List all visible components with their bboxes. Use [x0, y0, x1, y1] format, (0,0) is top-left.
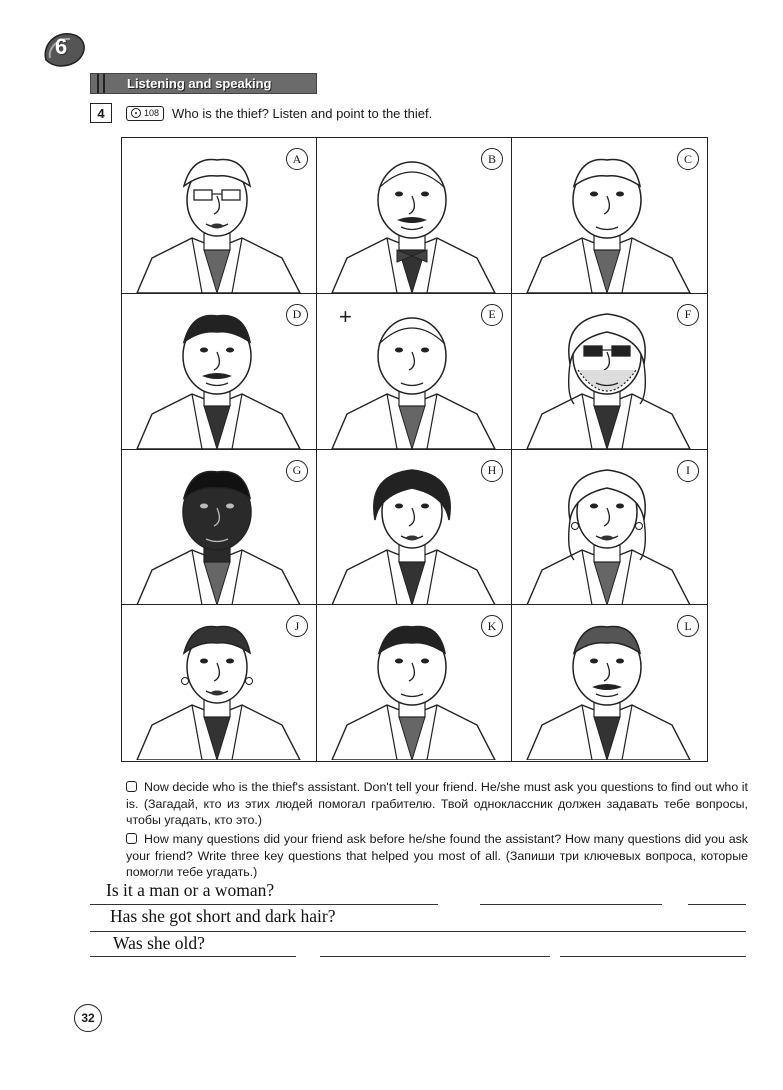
suspect-letter: G — [286, 460, 308, 482]
cd-icon — [131, 108, 141, 118]
page-number: 32 — [74, 1004, 102, 1032]
suspect-letter: I — [677, 460, 699, 482]
task-instruction: Who is the thief? Listen and point to the thief. — [172, 105, 433, 121]
answer-line — [90, 904, 438, 905]
answer-line — [560, 956, 746, 957]
section-header — [90, 73, 317, 94]
suspect-cell[interactable] — [122, 450, 317, 606]
suspect-cell[interactable] — [122, 605, 317, 761]
audio-track-tag — [126, 106, 164, 121]
suspect-cell[interactable] — [317, 450, 512, 606]
task-header — [90, 103, 432, 123]
suspect-letter: H — [481, 460, 503, 482]
assistant-instruction-text: Now decide who is the thief's assistant. Don't tell your friend. He/she must ask you questions to find out who it is. (Загадай, кто из этих людей помогал грабителю. Твой одноклассник должен задавать тебе вопросы, чтобы угадать, кто это.) — [126, 780, 748, 827]
suspect-cell[interactable] — [512, 450, 707, 606]
suspect-letter: J — [286, 615, 308, 637]
unit-badge — [40, 30, 88, 72]
suspect-letter: L — [677, 615, 699, 637]
suspect-letter: C — [677, 148, 699, 170]
plus-mark-icon: + — [339, 303, 352, 329]
suspect-letter: D — [286, 304, 308, 326]
suspect-cell[interactable] — [512, 294, 707, 450]
suspect-letter: F — [677, 304, 699, 326]
unit-number: 6 — [55, 34, 68, 59]
checkbox-bullet-icon — [126, 781, 137, 792]
suspect-letter: K — [481, 615, 503, 637]
answer-line — [688, 904, 746, 905]
answer-line — [90, 931, 746, 932]
suspect-cell[interactable] — [317, 138, 512, 294]
answer-1: Is it a man or a woman? — [106, 880, 275, 900]
answer-line — [320, 956, 550, 957]
answer-3: Was she old? — [113, 933, 205, 953]
questions-instruction-text: How many questions did your friend ask before he/she found the assistant? How many questions did you ask your friend? Write three key questions that helped you most of all. (Запиши три ключевых вопроса, которые помогли тебе угадать.) — [126, 832, 748, 879]
suspect-cell[interactable] — [122, 138, 317, 294]
suspect-letter: A — [286, 148, 308, 170]
answer-line — [480, 904, 662, 905]
suspect-letter: E — [481, 304, 503, 326]
checkbox-bullet-icon — [126, 833, 137, 844]
suspect-cell[interactable] — [122, 294, 317, 450]
assistant-instruction — [126, 779, 748, 829]
section-grip-icon — [97, 74, 105, 93]
suspect-cell[interactable] — [317, 294, 512, 450]
task-number: 4 — [90, 103, 112, 123]
suspect-cell[interactable] — [512, 138, 707, 294]
section-title: Listening and speaking — [127, 76, 272, 91]
suspect-cell[interactable] — [512, 605, 707, 761]
answer-line — [90, 956, 296, 957]
questions-instruction — [126, 831, 748, 881]
suspects-grid — [121, 137, 708, 762]
audio-track-number: 108 — [144, 108, 160, 118]
answer-2: Has she got short and dark hair? — [110, 906, 336, 926]
suspect-letter: B — [481, 148, 503, 170]
suspect-cell[interactable] — [317, 605, 512, 761]
